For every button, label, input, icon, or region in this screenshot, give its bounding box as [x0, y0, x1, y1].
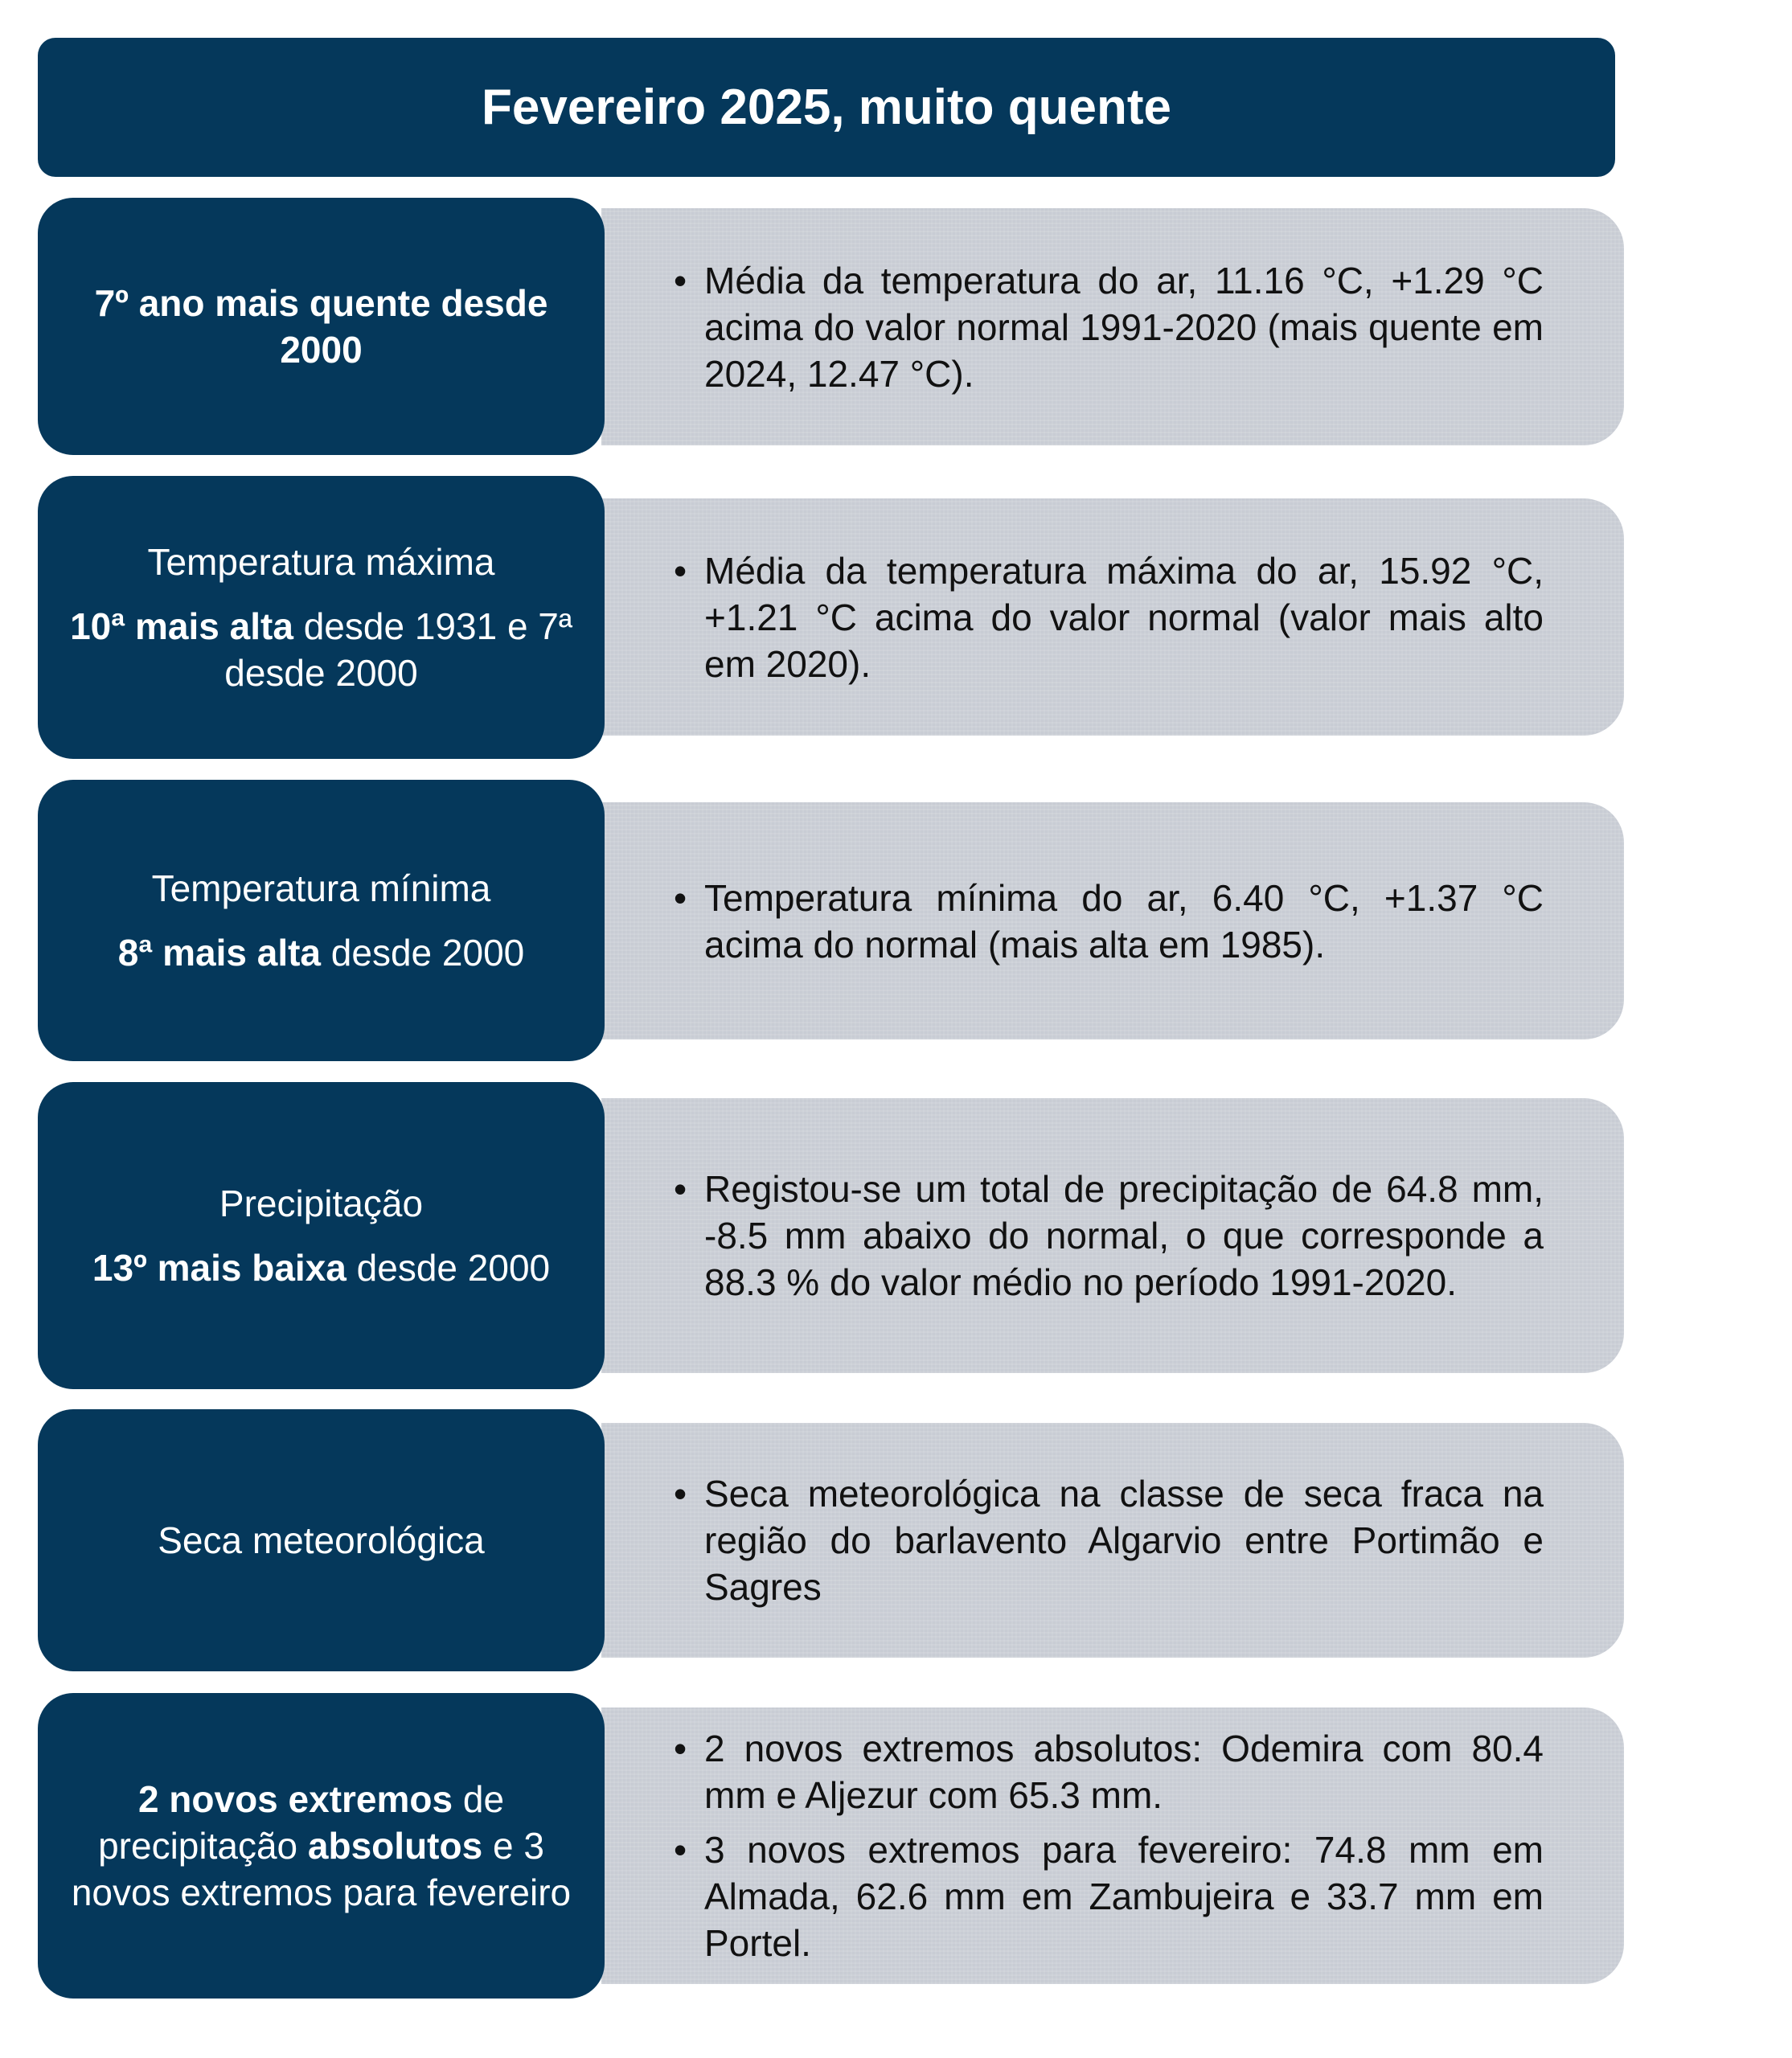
- summary-highlight: 7º ano mais quente desde 2000: [94, 282, 548, 371]
- summary-text: de precipitação: [98, 1778, 505, 1867]
- summary-heading: Seca meteorológica: [158, 1519, 485, 1561]
- summary-highlight: 13º mais baixa: [92, 1247, 347, 1289]
- summary-line: [70, 603, 572, 696]
- detail-bullet: • Temperatura mínima do ar, 6.40 °C, +1.37 °C acima do normal (mais alta em 1985).: [674, 875, 1544, 968]
- summary-text: e 3 novos extremos para fevereiro: [71, 1825, 572, 1913]
- summary-line: [70, 1776, 572, 1916]
- detail-box-min-temperature: [601, 802, 1624, 1039]
- detail-bullet: • Registou-se um total de precipitação de 64.8 mm, -8.5 mm abaixo do normal, o que corresponde a 88.3 % do valor médio no período 1991-2020.: [674, 1166, 1544, 1306]
- summary-line: [118, 929, 525, 976]
- detail-box-drought: [601, 1423, 1624, 1658]
- detail-bullet: • 3 novos extremos para fevereiro: 74.8 mm em Almada, 62.6 mm em Zambujeira e 33.7 mm em Portel.: [674, 1826, 1544, 1966]
- summary-highlight: 2 novos extremos: [137, 1778, 453, 1820]
- summary-box-annual-rank: [38, 198, 605, 455]
- summary-line: [92, 1244, 550, 1291]
- detail-bullet: • 2 novos extremos absolutos: Odemira com 80.4 mm e Aljezur com 65.3 mm.: [674, 1725, 1544, 1818]
- detail-bullet: • Seca meteorológica na classe de seca fraca na região do barlavento Algarvio entre Portimão e Sagres: [674, 1470, 1544, 1610]
- detail-box-annual-temperature: [601, 208, 1624, 445]
- summary-text: desde 2000: [321, 932, 525, 974]
- detail-bullet: • Média da temperatura máxima do ar, 15.92 °C, +1.21 °C acima do valor normal (valor mais alto em 2020).: [674, 547, 1544, 687]
- detail-box-max-temperature: [601, 498, 1624, 736]
- summary-heading: Temperatura máxima: [147, 541, 495, 583]
- summary-highlight: absolutos: [307, 1825, 483, 1867]
- summary-line: [70, 280, 572, 373]
- detail-box-precipitation-extremes: [601, 1707, 1624, 1984]
- summary-heading: Temperatura mínima: [151, 867, 491, 909]
- page-title: Fevereiro 2025, muito quente: [38, 38, 1615, 177]
- summary-box-drought: [38, 1409, 605, 1671]
- summary-highlight: 8ª mais alta: [117, 932, 322, 974]
- summary-text: desde 2000: [346, 1247, 551, 1289]
- summary-heading: Precipitação: [219, 1183, 424, 1224]
- summary-box-precipitation-extremes: [38, 1693, 605, 1999]
- detail-box-precipitation: [601, 1098, 1624, 1373]
- summary-box-max-temperature: [38, 476, 605, 759]
- detail-bullet: • Média da temperatura do ar, 11.16 °C, +1.29 °C acima do valor normal 1991-2020 (mais quente em 2024, 12.47 °C).: [674, 257, 1544, 397]
- summary-box-precipitation: [38, 1082, 605, 1389]
- summary-text: desde 1931 e 7ª desde 2000: [224, 605, 572, 694]
- summary-highlight: 10ª mais alta: [70, 605, 293, 647]
- summary-box-min-temperature: [38, 780, 605, 1061]
